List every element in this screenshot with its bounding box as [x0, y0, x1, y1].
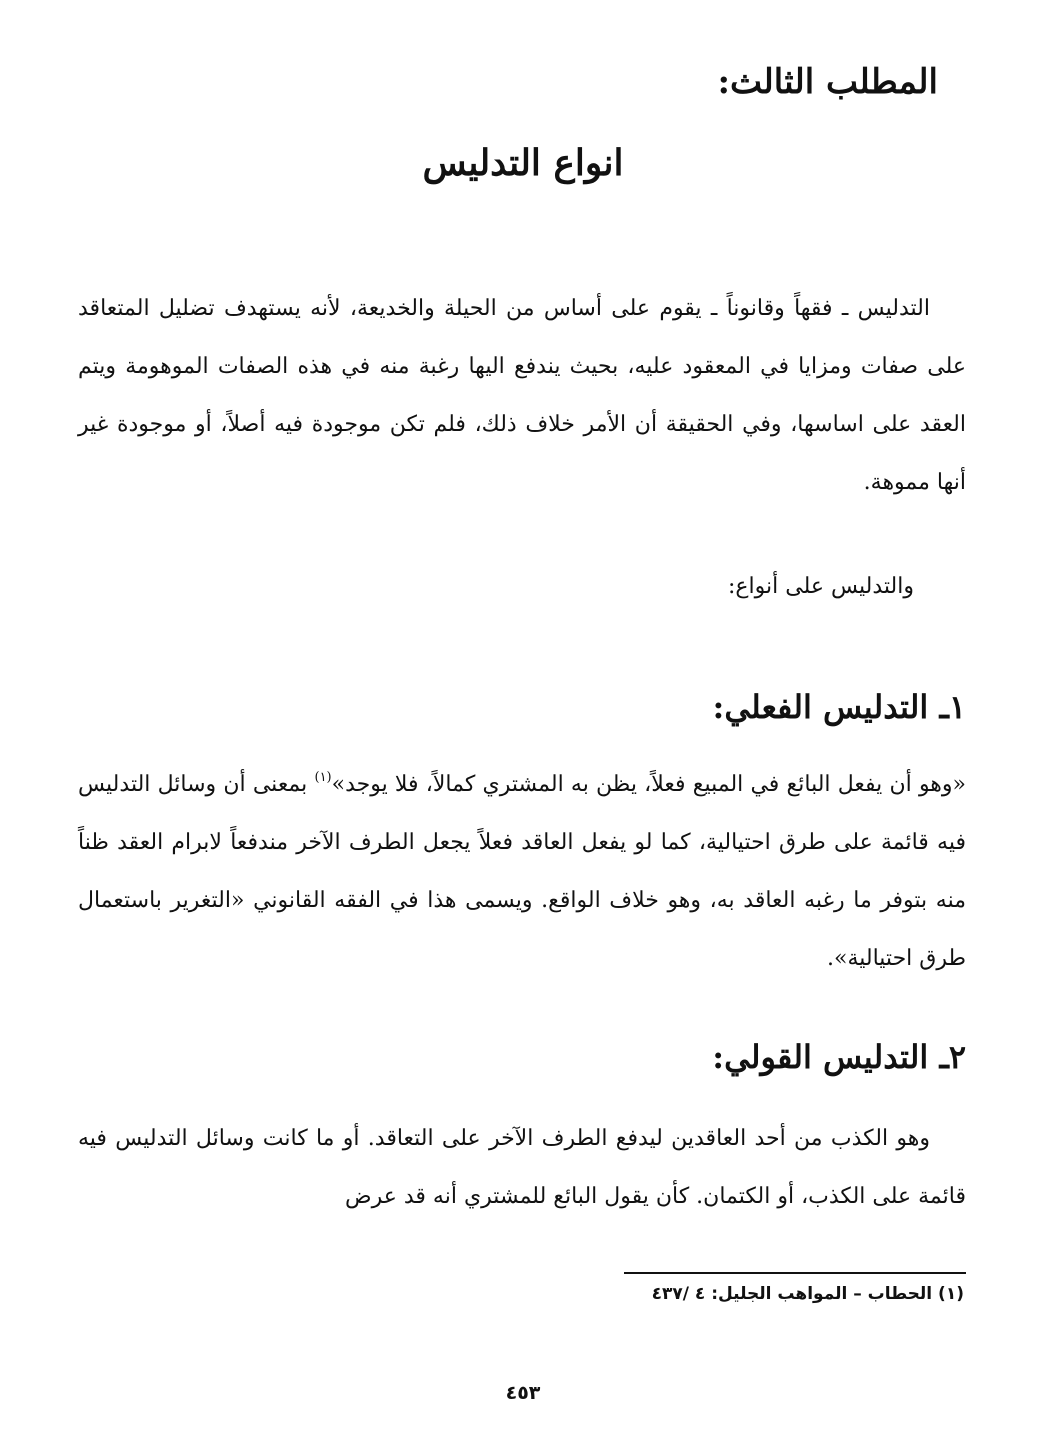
verbal-fraud-paragraph [78, 1110, 966, 1226]
types-intro: والتدليس على أنواع: [727, 574, 914, 599]
verbal-fraud-text: وهو الكذب من أحد العاقدين ليدفع الطرف الآخر على التعاقد. أو ما كانت وسائل التدليس فيه قائمة على الكذب، أو الكتمان. كأن يقول البائع للمشتري أنه قد عرض [78, 1126, 966, 1209]
actual-fraud-text: بمعنى أن وسائل التدليس فيه قائمة على طرق احتيالية، كما لو يفعل العاقد فعلاً يجعل الطرف الآخر مندفعاً لابرام العقد ظناً منه بتوفر ما رغبه العاقد به، وهو خلاف الواقع. ويسمى هذا في الفقه القانوني «التغرير باستعمال طرق احتيالية». [78, 772, 966, 971]
actual-fraud-paragraph [78, 756, 966, 988]
intro-paragraph [78, 280, 966, 512]
subheading-verbal-fraud: ٢ـ التدليس القولي: [712, 1038, 966, 1076]
page-number: ٤٥٣ [505, 1382, 541, 1404]
footnote: (١) الحطاب – المواهب الجليل: ٤ /٤٣٧ [651, 1284, 964, 1304]
subheading-actual-fraud: ١ـ التدليس الفعلي: [712, 688, 966, 726]
section-heading: المطلب الثالث: [717, 62, 938, 102]
footnote-divider [624, 1272, 966, 1274]
intro-text: التدليس ـ فقهاً وقانوناً ـ يقوم على أساس من الحيلة والخديعة، لأنه يستهدف تضليل المتعاقد على صفات ومزايا في المعقود عليه، بحيث يندفع اليها رغبة منه في هذه الصفات الموهومة ويتم العقد على اساسها، وفي الحقيقة أن الأمر خلاف ذلك، فلم تكن موجودة فيه أصلاً، أو موجودة غير أنها مموهة. [78, 296, 966, 495]
footnote-reference[interactable]: (١) [314, 770, 332, 785]
actual-fraud-quote: «وهو أن يفعل البائع في المبيع فعلاً، يظن به المشتري كمالاً، فلا يوجد» [331, 772, 966, 797]
page-title: انواع التدليس [422, 142, 624, 184]
